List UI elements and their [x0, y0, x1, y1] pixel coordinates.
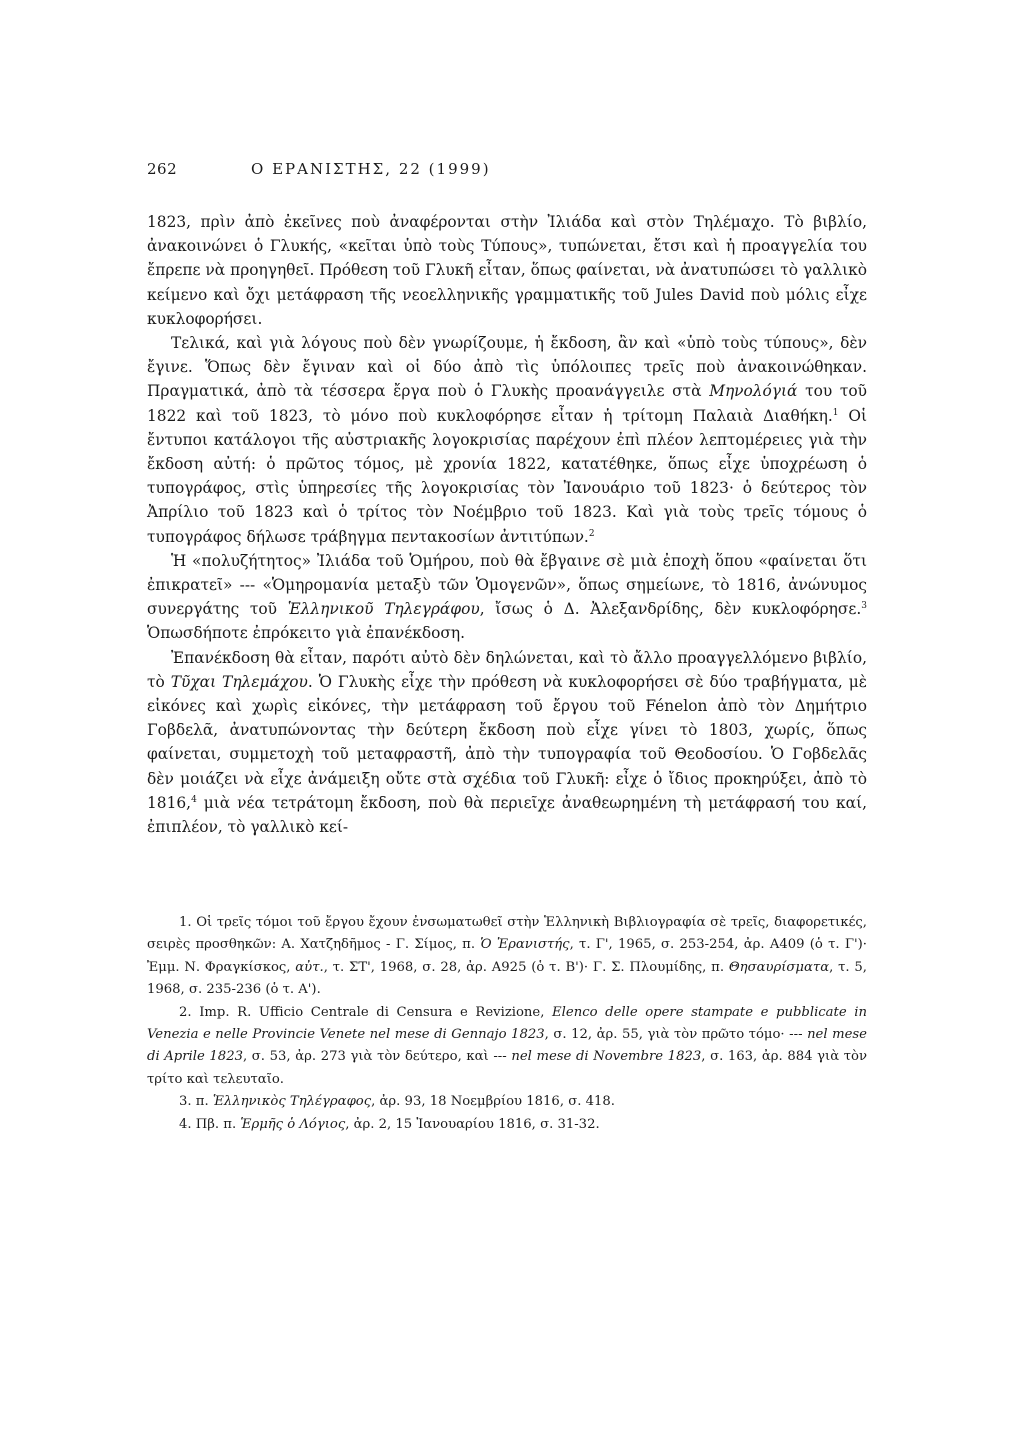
- page-header: [147, 160, 867, 186]
- text-run: 4. Πβ. π.: [179, 1116, 241, 1132]
- italic-run: Ἑλληνικοῦ Τηλεγράφου: [287, 600, 480, 619]
- italic-run: nel mese di Novembre 1823: [511, 1049, 702, 1065]
- text-run: 1. Οἱ τρεῖς τόμοι τοῦ ἔργου ἔχουν ἐνσωματωθεῖ στὴν Ἑλληνικὴ Βιβλιογραφία σὲ τρεῖς, διαφορετικές, σειρὲς προσθηκῶν: Α. Χατζηδῆμος - Γ. Σίμος, π.: [147, 915, 867, 953]
- footnote-ref-2: 2: [588, 528, 595, 539]
- footnote-ref-3: 3: [861, 601, 867, 612]
- text-run: 2. Imp. R. Ufficio Centrale di Censura e Revizione,: [179, 1004, 553, 1020]
- text-run: , τ. ΣΤ', 1968, σ. 28, ἀρ. Α925 (ὁ τ. Β')· Γ. Σ. Πλουμίδης, π.: [323, 959, 729, 975]
- text-run: , ἀρ. 93, 18 Νοεμβρίου 1816, σ. 418.: [371, 1094, 615, 1110]
- italic-run: nel mese di Aprile 1823: [147, 1027, 867, 1065]
- footnote-ref-1: 1: [832, 407, 839, 418]
- text-run: Τελικά, καὶ γιὰ λόγους ποὺ δὲν γνωρίζουμε, ἡ ἔκδοση, ἂν καὶ «ὑπὸ τοὺς τύπους», δὲν ἔγινε. Ὅπως δὲν ἔγιναν καὶ οἱ δύο ἀπὸ τὶς ὑπόλοιπες τρεῖς ποὺ ἀνακοινώθηκαν. Πραγματικά, ἀπὸ τὰ τέσσερα ἔργα ποὺ ὁ Γλυκὴς προανάγγειλε στὰ: [147, 334, 867, 401]
- footnotes: [147, 912, 867, 1136]
- footnote-3: [147, 1091, 867, 1113]
- text-run: , ἴσως ὁ Δ. Ἀλεξανδρίδης, δὲν κυκλοφόρησε.: [479, 600, 862, 619]
- text-run: , σ. 53, ἀρ. 273 γιὰ τὸν δεύτερο, καὶ ---: [242, 1049, 512, 1065]
- italic-run: Θησαυρίσματα: [728, 959, 830, 975]
- text-run: Οἱ ἔντυποι κατάλογοι τῆς αὐστριακῆς λογοκρισίας παρέχουν ἐπὶ πλέον λεπτομέρειες γιὰ τὴν ἔκδοση αὐτή: ὁ πρῶτος τόμος, μὲ χρονία 1822, κατατέθηκε, ὅπως εἶχε ὑποχρέωση ὁ τυπογράφος, στὶς ὑπηρεσίες τῆς λογοκρισίας τὸν Ἰανουάριο τοῦ 1823· ὁ δεύτερος τὸν Ἀπρίλιο τοῦ 1823 καὶ ὁ τρίτος τὸν Νοέμβριο τοῦ 1823. Καὶ γιὰ τοὺς τρεῖς τόμους ὁ τυπογράφος δήλωσε τράβηγμα πεντακοσίων ἀντιτύπων.: [147, 406, 867, 546]
- italic-run: Ἑλληνικὸς Τηλέγραφος: [212, 1094, 372, 1110]
- text-run: μιὰ νέα τετράτομη ἔκδοση, ποὺ θὰ περιεῖχε ἀναθεωρημένη τὴ μετάφρασή του καί, ἐπιπλέον, τὸ γαλλικὸ κεί-: [147, 793, 867, 837]
- text-run: , τ. Γ', 1965, σ. 253-254, ἀρ. Α409 (ὁ τ. Γ')· Ἐμμ. Ν. Φραγκίσκος,: [147, 937, 867, 975]
- italic-run: Μηνολόγιά: [709, 382, 798, 401]
- footnote-2: [147, 1002, 867, 1092]
- paragraph-4: [147, 646, 867, 840]
- footnote-4: [147, 1114, 867, 1136]
- text-run: 3. π.: [179, 1094, 213, 1110]
- text-run: , τ. 5, 1968, σ. 235-236 (ὁ τ. Α').: [147, 959, 867, 998]
- text-run: Ἡ «πολυζήτητος» Ἰλιάδα τοῦ Ὁμήρου, ποὺ θὰ ἔβγαινε σὲ μιὰ ἐποχὴ ὅπου «φαίνεται ὅτι ἐπικρατεῖ» --- «Ὁμηρομανία μεταξὺ τῶν Ὁμογενῶν», ὅπως σημείωνε, τὸ 1816, ἀνώνυμος συνεργάτης τοῦ: [147, 551, 867, 619]
- text-run: , σ. 163, ἀρ. 884 γιὰ τὸν τρίτο καὶ τελευταῖο.: [147, 1049, 867, 1087]
- paragraph-3: [147, 549, 867, 646]
- paragraph-2: [147, 331, 867, 549]
- italic-run: Ὁ Ἐρανιστής: [480, 937, 570, 953]
- italic-run: Elenco delle opere stampate e pubblicate in Venezia e nelle Provincie Venete nel mese di Gennajo 1823: [147, 1004, 867, 1043]
- text-run: Ἐπανέκδοση θὰ εἶταν, παρότι αὐτὸ δὲν δηλώνεται, καὶ τὸ ἄλλο προαγγελλόμενο βιβλίο, τὸ: [147, 648, 867, 691]
- text-run: . Ὁ Γλυκὴς εἶχε τὴν πρόθεση νὰ κυκλοφορήσει σὲ δύο τραβήγματα, μὲ εἰκόνες καὶ χωρὶς εἰκόνες, τὴν μετάφραση τοῦ ἔργου τοῦ Fénelon ἀπὸ τὸν Δημήτριο Γοβδελᾶ, ἀνατυπώνοντας τὴν δεύτερη ἔκδοση ποὺ εἶχε γίνει τὸ 1803, χωρίς, ὅπως φαίνεται, συμμετοχὴ τοῦ μεταφραστῆ, ἀπὸ τὴν τυπογραφία τοῦ Θεοδοσίου. Ὁ Γοβδελᾶς δὲν μοιάζει νὰ εἶχε ἀνάμειξη οὔτε στὰ σχέδια τοῦ Γλυκῆ: εἶχε ὁ ἴδιος προκηρύξει, ἀπὸ τὸ 1816,: [147, 672, 867, 812]
- italic-run: Ἑρμῆς ὁ Λόγιος: [240, 1116, 346, 1132]
- text-run: 1823, πρὶν ἀπὸ ἐκεῖνες ποὺ ἀναφέρονται στὴν Ἰλιάδα καὶ στὸν Τηλέμαχο. Τὸ βιβλίο, ἀνακοινώνει ὁ Γλυκής, «κεῖται ὑπὸ τοὺς Τύπους», τυπώνεται, ἔτσι καὶ ἡ προαγγελία του ἔπρεπε νὰ προηγηθεῖ. Πρόθεση τοῦ Γλυκῆ εἶταν, ὅπως φαίνεται, νὰ ἀνατυπώσει τὸ γαλλικὸ κείμενο καὶ ὄχι μετάφραση τῆς νεοελληνικῆς γραμματικῆς τοῦ Jules David ποὺ μόλις εἶχε κυκλοφορήσει.: [147, 213, 867, 328]
- text-run: Ὁπωσδήποτε ἐπρόκειτο γιὰ ἐπανέκδοση.: [147, 624, 466, 643]
- main-text: [147, 210, 867, 839]
- footnote-1: [147, 912, 867, 1002]
- footnote-ref-4: 4: [191, 794, 197, 805]
- text-run: , ἀρ. 2, 15 Ἰανουαρίου 1816, σ. 31-32.: [345, 1116, 600, 1132]
- running-head: Ο ΕΡΑΝΙΣΤΗΣ, 22 (1999): [251, 160, 491, 178]
- text-run: , σ. 12, ἀρ. 55, γιὰ τὸν πρῶτο τόμο· ---: [544, 1027, 808, 1043]
- text-run: του τοῦ 1822 καὶ τοῦ 1823, τὸ μόνο ποὺ κυκλοφόρησε εἶταν ἡ τρίτομη Παλαιὰ Διαθήκη.: [147, 382, 867, 425]
- italic-run: αὐτ.: [295, 959, 324, 975]
- italic-run: Τῦχαι Τηλεμάχου: [170, 672, 308, 691]
- page-number: 262: [147, 160, 178, 178]
- paragraph-1: [147, 210, 867, 331]
